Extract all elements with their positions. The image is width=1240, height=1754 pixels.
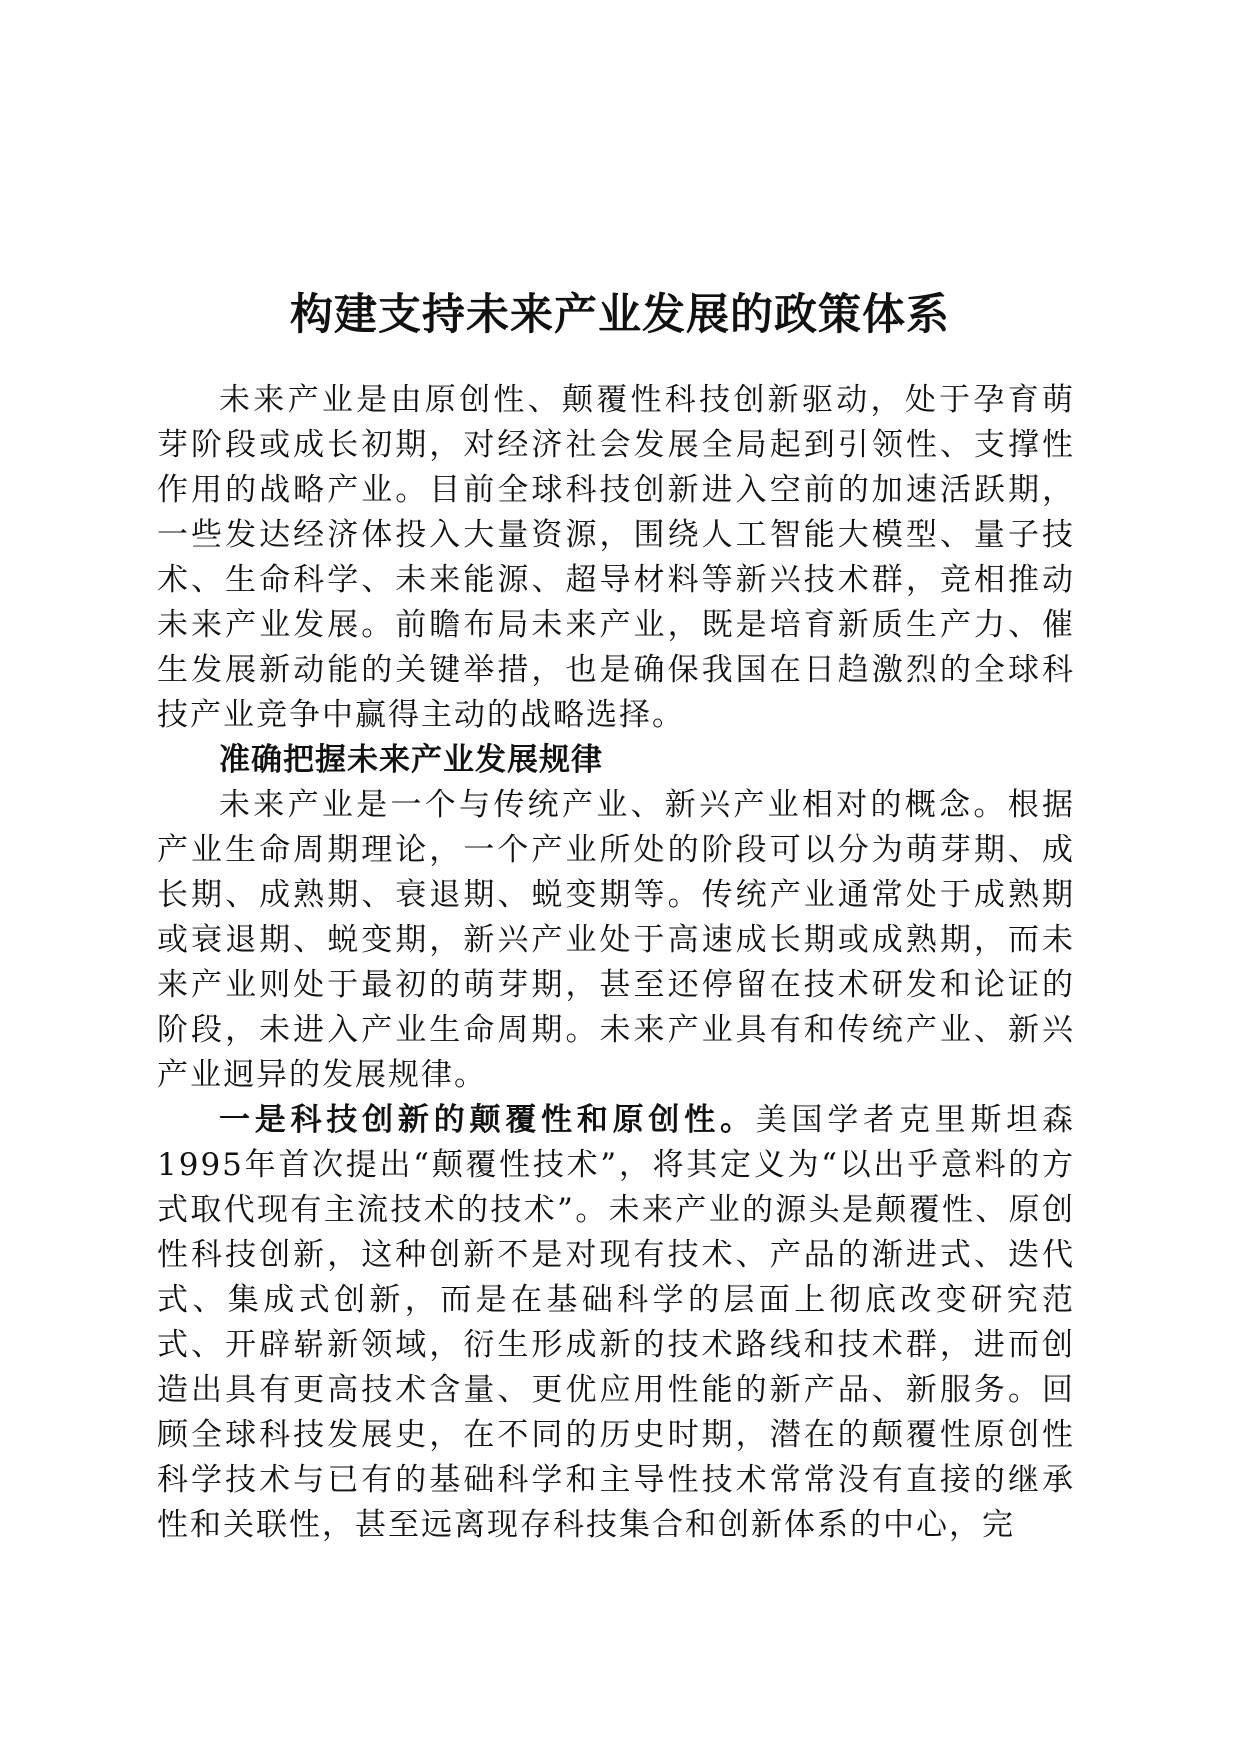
section-paragraph: 未来产业是一个与传统产业、新兴产业相对的概念。根据产业生命周期理论，一个产业所处的阶段可以分为萌芽期、成长期、成熟期、衰退期、蜕变期等。传统产业通常处于成熟期或衰退期、蜕变期，新兴产业处于高速成长期或成熟期，而未来产业则处于最初的萌芽期，甚至还停留在技术研发和论证的阶段，未进入产业生命周期。未来产业具有和传统产业、新兴产业迥异的发展规律。: [157, 787, 1075, 1093]
document-body: [157, 378, 1075, 1548]
section-heading: 准确把握未来产业发展规律: [219, 742, 603, 778]
document-title: 构建支持未来产业发展的政策体系: [290, 289, 950, 340]
innovation-paragraph: [157, 1098, 1075, 1548]
innovation-lead-text: 一是科技创新的颠覆性和原创性。: [219, 1102, 756, 1138]
innovation-body-text: 美国学者克里斯坦森1995年首次提出“颠覆性技术”，将其定义为“以出乎意料的方式取代现有主流技术的技术”。未来产业的源头是颠覆性、原创性科技创新，这种创新不是对现有技术、产品的渐进式、迭代式、集成式创新，而是在基础科学的层面上彻底改变研究范式、开辟崭新领域，衍生形成新的技术路线和技术群，进而创造出具有更高技术含量、更优应用性能的新产品、新服务。回顾全球科技发展史，在不同的历史时期，潜在的颠覆性原创性科学技术与已有的基础科学和主导性技术常常没有直接的继承性和关联性，甚至远离现存科技集合和创新体系的中心，完: [157, 1102, 1076, 1543]
intro-paragraph: 未来产业是由原创性、颠覆性科技创新驱动，处于孕育萌芽阶段或成长初期，对经济社会发展全局起到引领性、支撑性作用的战略产业。目前全球科技创新进入空前的加速活跃期，一些发达经济体投入大量资源，围绕人工智能大模型、量子技术、生命科学、未来能源、超导材料等新兴技术群，竞相推动未来产业发展。前瞻布局未来产业，既是培育新质生产力、催生发展新动能的关键举措，也是确保我国在日趋激烈的全球科技产业竞争中赢得主动的战略选择。: [157, 382, 1075, 733]
